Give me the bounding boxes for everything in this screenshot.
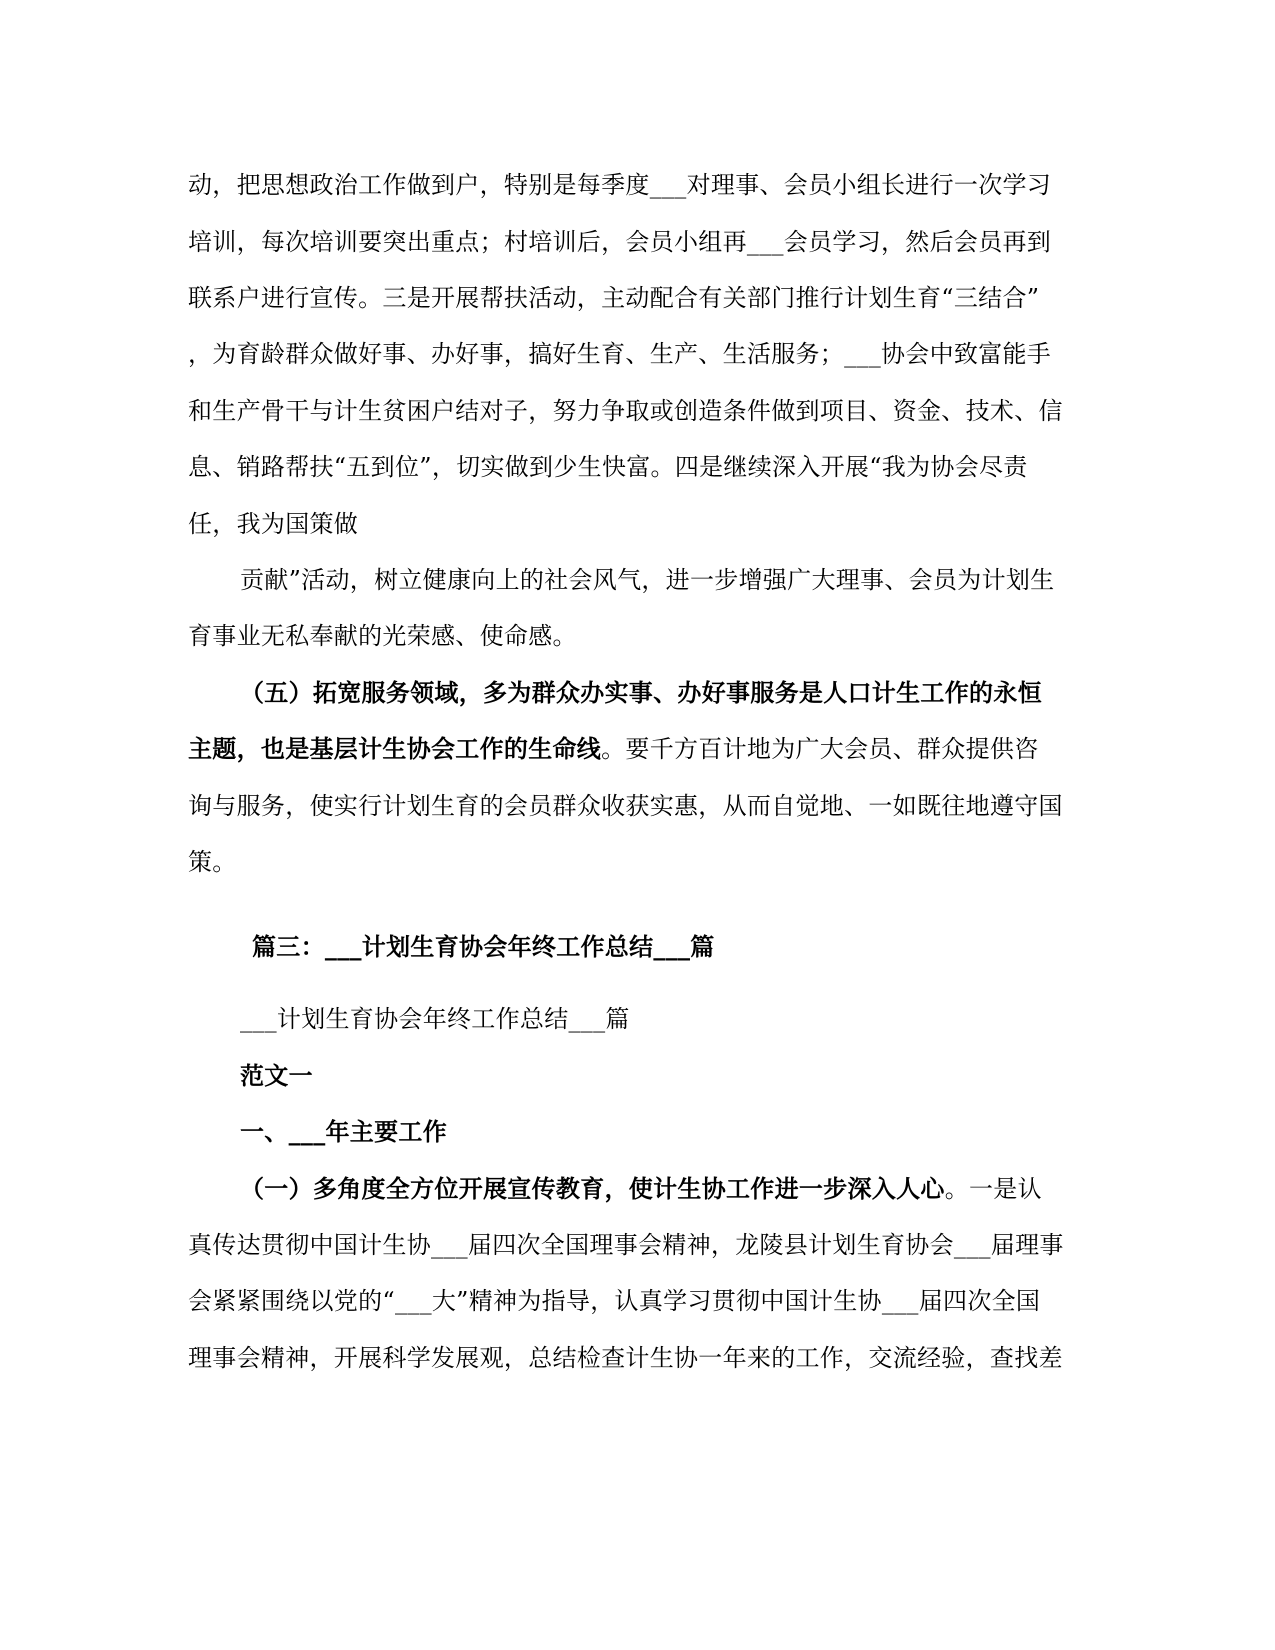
document-subtitle: ___计划生育协会年终工作总结___篇 (240, 1005, 630, 1033)
section-one-title: （一）多角度全方位开展宣传教育，使计生协工作进一步深入人心 (240, 1174, 945, 1203)
section-five-text: 。要千方百计地为广大会员、群众提供咨 (601, 735, 1039, 763)
chapter-heading: 篇三：___计划生育协会年终工作总结___篇 (252, 932, 715, 961)
paragraph-line: 培训，每次培训要突出重点；村培训后，会员小组再___会员学习，然后会员再到 (188, 228, 1052, 256)
paragraph-line: 联系户进行宣传。三是开展帮扶活动，主动配合有关部门推行计划生育“三结合” (188, 284, 1040, 312)
section-one-text: 。一是认 (944, 1175, 1042, 1203)
paragraph-line: 任，我为国策做 (188, 510, 359, 538)
section-five-title-cont: 主题，也是基层计生协会工作的生命线 (188, 734, 602, 763)
paragraph-line: 策。 (188, 848, 237, 876)
paragraph-line: 会紧紧围绕以党的“___大”精神为指导，认真学习贯彻中国计生协___届四次全国 (188, 1287, 1041, 1315)
section-five-line (188, 734, 1039, 764)
paragraph-line: 和生产骨干与计生贫困户结对子，努力争取或创造条件做到项目、资金、技术、信 (188, 397, 1063, 425)
paragraph-line: 理事会精神，开展科学发展观，总结检查计生协一年来的工作，交流经验，查找差 (188, 1344, 1063, 1372)
paragraph-line: 息、销路帮扶“五到位”，切实做到少生快富。四是继续深入开展“我为协会尽责 (188, 453, 1028, 481)
section-one-line (240, 1174, 1042, 1204)
paragraph-line: 真传达贯彻中国计生协___届四次全国理事会精神，龙陵县计划生育协会___届理事 (188, 1231, 1064, 1259)
paragraph-line: 育事业无私奉献的光荣感、使命感。 (188, 622, 577, 650)
paragraph-line: 贡献”活动，树立健康向上的社会风气，进一步增强广大理事、会员为计划生 (240, 566, 1055, 594)
paragraph-line: 动，把思想政治工作做到户，特别是每季度___对理事、会员小组长进行一次学习 (188, 171, 1052, 199)
paragraph-line: ，为育龄群众做好事、办好事，搞好生育、生产、生活服务；___协会中致富能手 (188, 340, 1052, 368)
paragraph-line: 询与服务，使实行计划生育的会员群众收获实惠，从而自觉地、一如既往地遵守国 (188, 792, 1063, 820)
section-five-title: （五）拓宽服务领域，多为群众办实事、办好事服务是人口计生工作的永恒 (240, 678, 1042, 707)
section-heading: 一、___年主要工作 (240, 1117, 447, 1146)
sample-label: 范文一 (240, 1061, 313, 1090)
